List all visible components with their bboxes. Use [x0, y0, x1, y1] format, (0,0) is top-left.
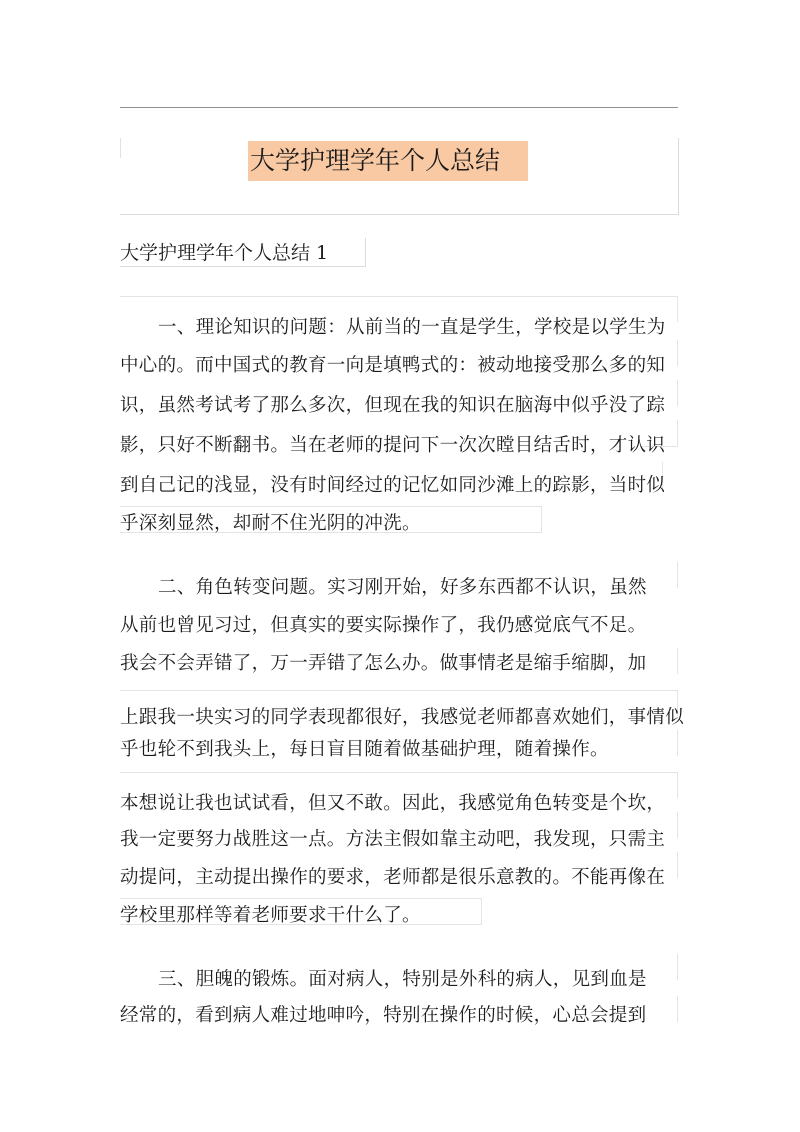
document-title: 大学护理学年个人总结 — [248, 141, 528, 181]
layout-guide — [677, 772, 678, 798]
paragraph-2-line-3: 我会不会弄错了，万一弄错了怎么办。做事情老是缩手缩脚，加 — [120, 653, 647, 674]
paragraph-2-line-6: 本想说让我也试试看，但又不敢。因此，我感觉角色转变是个坎， — [120, 793, 666, 814]
paragraph-2-line-9: 学校里那样等着老师要求干什么了。 — [120, 905, 421, 926]
layout-guide — [677, 296, 678, 322]
layout-guide — [481, 898, 482, 924]
layout-guide — [677, 562, 678, 588]
layout-guide — [120, 690, 678, 691]
layout-guide — [120, 898, 482, 899]
paragraph-2-line-2: 从前也曾见习过，但真实的要实际操作了，我仍感觉底气不足。 — [120, 615, 647, 636]
layout-guide — [120, 506, 542, 507]
paragraph-2-line-1: 二、角色转变问题。实习刚开始，好多东西都不认识，虽然 — [158, 577, 647, 598]
layout-guide — [120, 296, 678, 297]
paragraph-2-line-8: 动提问，主动提出操作的要求，老师都是很乐意教的。不能再像在 — [120, 867, 666, 888]
layout-guide — [677, 648, 678, 674]
layout-guide — [677, 380, 678, 406]
paragraph-1-line-2: 中心的。而中国式的教育一向是填鸭式的：被动地接受那么多的知 — [120, 355, 666, 376]
top-divider — [120, 107, 678, 108]
layout-guide — [120, 772, 678, 773]
layout-guide — [677, 420, 678, 446]
paragraph-1-line-4: 影，只好不断翻书。当在老师的提问下一次次瞠目结舌时，才认识 — [120, 435, 666, 456]
paragraph-1-line-1: 一、理论知识的问题：从前当的一直是学生，学校是以学生为 — [158, 317, 666, 338]
layout-guide — [541, 506, 542, 532]
paragraph-2-line-4: 上跟我一块实习的同学表现都很好，我感觉老师都喜欢她们，事情似 — [120, 707, 685, 728]
layout-guide — [677, 812, 678, 838]
paragraph-1-line-6: 乎深刻显然，却耐不住光阴的冲洗。 — [120, 513, 421, 534]
section-heading: 大学护理学年个人总结 1 — [120, 242, 329, 264]
layout-guide — [677, 340, 678, 366]
paragraph-1-line-3: 识，虽然考试考了那么多次，但现在我的知识在脑海中似乎没了踪 — [120, 395, 666, 416]
paragraph-3-line-2: 经常的，看到病人难过地呻吟，特别在操作的时候，心总会提到 — [120, 1005, 647, 1026]
paragraph-1-line-5: 到自己记的浅显，没有时间经过的记忆如同沙滩上的踪影，当时似 — [120, 475, 666, 496]
paragraph-3-line-1: 三、胆魄的锻炼。面对病人，特别是外科的病人，见到血是 — [158, 969, 647, 990]
paragraph-2-line-7: 我一定要努力战胜这一点。方法主假如靠主动吧，我发现，只需主 — [120, 829, 666, 850]
layout-guide — [677, 730, 678, 756]
layout-guide — [677, 996, 678, 1022]
layout-guide — [677, 954, 678, 980]
layout-guide — [677, 852, 678, 878]
paragraph-2-line-5: 乎也轮不到我头上，每日盲目随着做基础护理，随着操作。 — [120, 739, 609, 760]
